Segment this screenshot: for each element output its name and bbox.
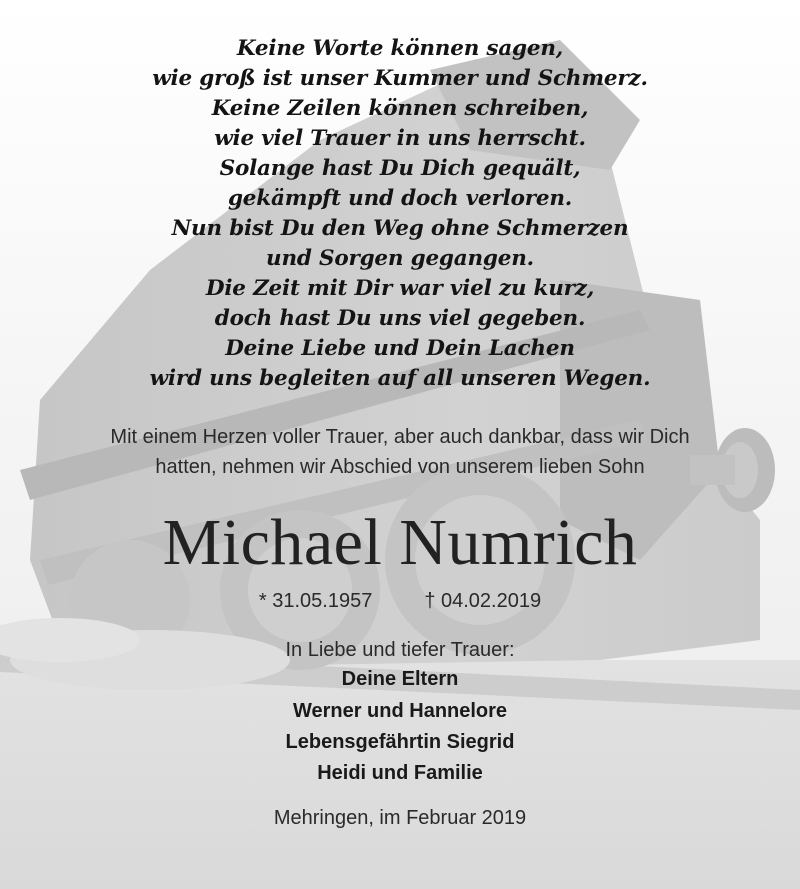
poem-line: Keine Zeilen können schreiben, [211, 96, 589, 121]
life-dates [0, 590, 800, 613]
death-date: † 04.02.2019 [424, 590, 542, 612]
poem-line: wie groß ist unser Kummer und Schmerz. [152, 66, 648, 91]
poem-line: Die Zeit mit Dir war viel zu kurz, [205, 276, 595, 301]
poem-line: Deine Liebe und Dein Lachen [225, 336, 575, 361]
mourner-name: Deine Eltern [341, 668, 459, 690]
mourners-heading: In Liebe und tiefer Trauer: [285, 639, 515, 661]
mourner-name: Heidi und Familie [317, 762, 483, 784]
birth-date: * 31.05.1957 [258, 590, 373, 612]
poem-line: und Sorgen gegangen. [266, 246, 534, 271]
poem-line: gekämpft und doch verloren. [227, 186, 573, 211]
poem-line: wird uns begleiten auf all unseren Wegen. [149, 366, 651, 391]
mourner-name: Werner und Hannelore [292, 700, 508, 722]
poem-line: doch hast Du uns viel gegeben. [214, 306, 586, 331]
place-and-date: Mehringen, im Februar 2019 [273, 807, 527, 829]
poem-line: Keine Worte können sagen, [236, 36, 564, 61]
intro-line: hatten, nehmen wir Abschied von unserem lieben Sohn [155, 456, 645, 478]
intro-line: Mit einem Herzen voller Trauer, aber auch dankbar, dass wir Dich [110, 426, 690, 448]
poem-line: wie viel Trauer in uns herrscht. [214, 126, 586, 151]
deceased-name: Michael Numrich [162, 506, 638, 579]
poem-line: Solange hast Du Dich gequält, [219, 156, 581, 181]
mourner-name: Lebensgefährtin Siegrid [285, 731, 515, 753]
poem-line: Nun bist Du den Weg ohne Schmerzen [171, 216, 629, 241]
